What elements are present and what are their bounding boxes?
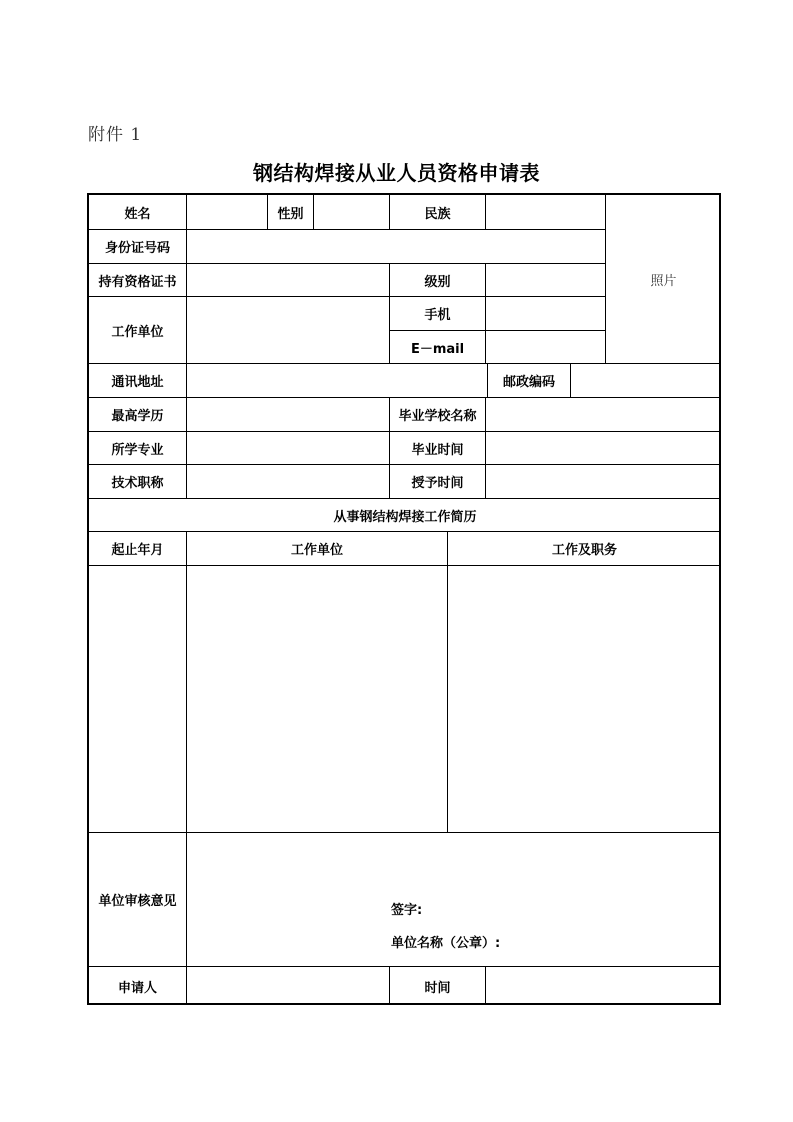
email-field[interactable] <box>486 331 606 364</box>
resume-period-field[interactable] <box>89 566 187 833</box>
work-unit-field[interactable] <box>187 297 390 364</box>
resume-unit-field[interactable] <box>187 566 448 833</box>
school-label: 毕业学校名称 <box>390 398 486 432</box>
school-field[interactable] <box>486 398 721 432</box>
unit-opinion-label: 单位审核意见 <box>89 833 187 967</box>
unit-seal-label: 单位名称（公章）: <box>391 936 501 951</box>
address-label: 通讯地址 <box>89 364 187 398</box>
postcode-field[interactable] <box>571 364 721 398</box>
grant-time-label: 授予时间 <box>390 465 486 499</box>
graduation-time-label: 毕业时间 <box>390 432 486 465</box>
certificate-label: 持有资格证书 <box>89 264 187 297</box>
mobile-field[interactable] <box>486 297 606 331</box>
work-unit-label: 工作单位 <box>89 297 187 364</box>
resume-unit-header: 工作单位 <box>187 532 448 566</box>
resume-section-header: 从事钢结构焊接工作简历 <box>89 499 721 532</box>
grant-time-field[interactable] <box>486 465 721 499</box>
tech-title-field[interactable] <box>187 465 390 499</box>
gender-label: 性别 <box>268 195 314 230</box>
level-label: 级别 <box>390 264 486 297</box>
gender-field[interactable] <box>314 195 390 230</box>
resume-position-field[interactable] <box>448 566 721 833</box>
level-field[interactable] <box>486 264 606 297</box>
time-field[interactable] <box>486 967 721 1005</box>
application-form-table <box>87 193 721 1005</box>
postcode-label: 邮政编码 <box>488 364 571 398</box>
education-field[interactable] <box>187 398 390 432</box>
id-number-label: 身份证号码 <box>89 230 187 264</box>
graduation-time-field[interactable] <box>486 432 721 465</box>
mobile-label: 手机 <box>390 297 486 331</box>
form-title: 钢结构焊接从业人员资格申请表 <box>253 161 540 185</box>
photo-box[interactable]: 照片 <box>606 195 721 364</box>
attachment-label: 附件 1 <box>88 125 143 145</box>
signature-label: 签字: <box>391 903 423 918</box>
major-label: 所学专业 <box>89 432 187 465</box>
name-label: 姓名 <box>89 195 187 230</box>
period-header: 起止年月 <box>89 532 187 566</box>
job-position-header: 工作及职务 <box>448 532 721 566</box>
name-field[interactable] <box>187 195 268 230</box>
time-label: 时间 <box>390 967 486 1005</box>
major-field[interactable] <box>187 432 390 465</box>
applicant-label: 申请人 <box>89 967 187 1005</box>
certificate-field[interactable] <box>187 264 390 297</box>
email-label: E－mail <box>390 331 486 364</box>
ethnicity-field[interactable] <box>486 195 606 230</box>
id-number-field[interactable] <box>187 230 606 264</box>
tech-title-label: 技术职称 <box>89 465 187 499</box>
address-field[interactable] <box>187 364 488 398</box>
education-label: 最高学历 <box>89 398 187 432</box>
applicant-field[interactable] <box>187 967 390 1005</box>
ethnicity-label: 民族 <box>390 195 486 230</box>
